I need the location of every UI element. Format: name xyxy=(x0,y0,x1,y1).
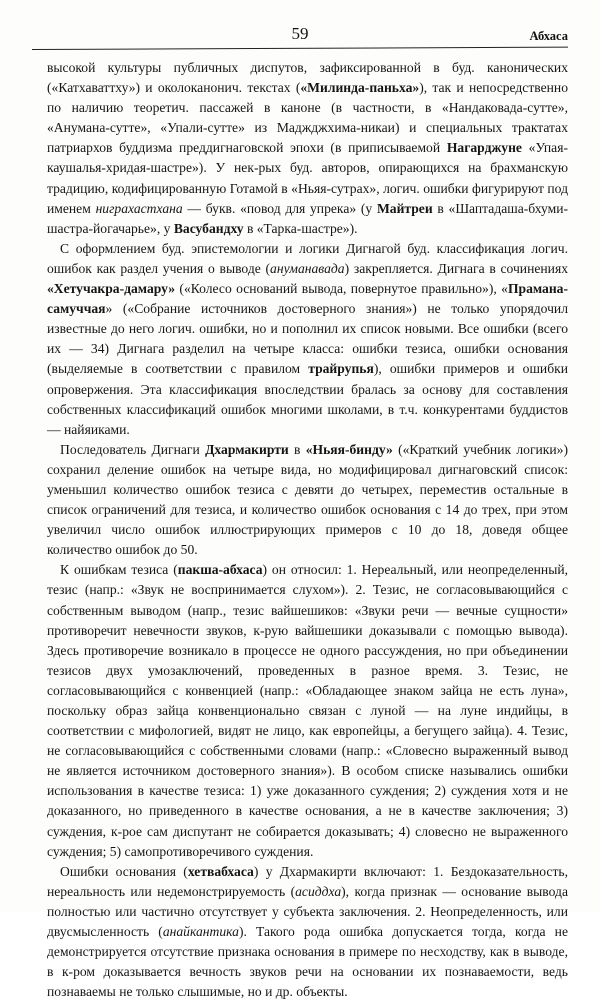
text-run: ), когда признак — основание вывода полностью или частично отсутствует у субъекта заключения. 2. Неопределенность, или двусмысленность ( xyxy=(47,883,568,940)
page-number: 59 xyxy=(291,24,309,43)
italic-term: ниграхастхана xyxy=(95,200,183,216)
paragraph-reason-errors xyxy=(47,862,568,1002)
bold-term: Васубандху xyxy=(173,220,244,236)
text-run: в xyxy=(288,441,306,457)
paragraph-dharmakirti-nyaya-bindu xyxy=(47,440,568,561)
text-run: ), так и непосредственно по наличию теоретич. пассажей в каноне (в частности, в «Нандаковада-сутте», «Анумана-сутте», «Упали-сутте» из Маджджхима-никаи) и специальных трактатах патриархов буддизма преддигнаговской эпохи (в приписываемой xyxy=(47,80,568,156)
italic-term: асиддха xyxy=(295,883,342,899)
paragraph-continuation xyxy=(47,58,568,239)
article-body xyxy=(47,58,568,1002)
bold-term: «Хетучакра-дамару» xyxy=(47,281,176,297)
text-run: в «Тарка-шастре»). xyxy=(243,220,358,236)
bold-term: Дхармакирти xyxy=(205,441,289,457)
bold-term: пакша-абхаса xyxy=(177,562,263,578)
bold-term: Прамана-самуччая xyxy=(47,281,568,317)
text-run: ), ошибки примеров и ошибки опровержения. Эта классификация впоследствии бралась за основу для составления собственных классификаций ошибок многими школами, в т.ч. конкурентами буддистов — найяиками. xyxy=(47,361,568,437)
text-run: высокой культуры публичных диспутов, зафиксированной в буд. канонических («Катхаваттху») и околоканонич. текстах ( xyxy=(47,60,568,96)
text-run: ) у Дхармакирти включают: 1. Бездоказательность, нереальность или недемонстрируемость ( xyxy=(47,863,568,899)
text-run: «Упая-каушалья-хридая-шастре»). У нек-рых буд. авторов, опирающихся на брахманскую традицию, кодифицированную Готамой в «Ньяя-сутрах», логич. ошибки фигурируют под именем xyxy=(47,140,568,216)
running-head xyxy=(32,0,568,52)
text-run: Последователь Дигнаги xyxy=(60,441,206,457)
text-run: Ошибки основания ( xyxy=(60,863,188,879)
text-run: («Краткий учебник логики») сохранил деление ошибок на четыре вида, но модифицировал дигнаговский список: уменьшил количество ошибок тезиса с девяти до четырех, переместив остальные в список ограничений для тезиса, и количество ошибок основания с 14 до трех, при этом увеличил число ошибок иллюстрирующих примеров с 10 до 18, доведя общее количество ошибок до 50. xyxy=(47,441,568,558)
text-run: («Колесо оснований вывода, повернутое правильно»), « xyxy=(175,281,508,297)
paragraph-dignaga-classification xyxy=(47,239,568,440)
bold-term: трайрупья xyxy=(308,361,374,377)
italic-term: ануманавада xyxy=(270,260,345,276)
header-rule-divider xyxy=(32,47,568,50)
bold-term: «Милинда-паньха» xyxy=(300,80,420,96)
bold-term: Нагарджуне xyxy=(446,140,522,156)
text-run: ) закрепляется. Дигнага в сочинениях xyxy=(344,260,568,276)
bold-term: Майтреи xyxy=(376,200,433,216)
text-run: С оформлением буд. эпистемологии и логики Дигнагой буд. классификация логич. ошибок как раздел учения о выводе ( xyxy=(47,240,568,276)
text-run: в «Шаптадаша-бхуми-шастра-йогачарье», у xyxy=(47,200,568,236)
text-run: — букв. «повод для упрека» (у xyxy=(182,200,377,216)
text-run: К ошибкам тезиса ( xyxy=(60,562,178,578)
running-head-entry-word: Абхаса xyxy=(529,29,568,43)
text-run: ) он относил: 1. Нереальный, или неопределенный, тезис (напр.: «Звук не воспринимается слухом»). 2. Тезис, не согласовывающийся с собственным выводом (напр., тезис вайшешиков: «Звуки речи — вечные сущности» противоречит невечности звуков, к-рую вайшешики доказывали с помощью вывода). Здесь противоречие возникало в процессе не одного рассуждения, но при объединении тезисов двух умозаключений, проведенных в разное время. 3. Тезис, не согласовывающийся с конвенцией (напр.: «Обладающее знаком зайца не есть луна», поскольку образ зайца конвенционально связан с луной — на луне индийцы, в соответствии с мифологией, видят не лицо, как европейцы, а бегущего зайца). 4. Тезис, не согласовывающийся с собственными словами (напр.: «Словесно выраженный вывод не является источником достоверного знания»). В особом списке назывались ошибки использования в качестве тезиса: 1) уже доказанного суждения; 2) суждения хотя и не доказанного, но приведенного в качестве основания, а не в качестве заключения; 3) суждения, к-рое сам диспутант не собирается доказывать; 4) словесно не выраженного суждения; 5) самопротиворечивого суждения. xyxy=(47,562,569,859)
bold-term: «Ньяя-бинду» xyxy=(305,441,393,457)
text-run: » («Собрание источников достоверного знания») не только упорядочил известные до него логич. ошибки, но и пополнил их список новыми. Все ошибки (всего их — 34) Дигнага разделил на четыре класса: ошибки тезиса, ошибки основания (выделяемые в соответствии с правилом xyxy=(47,301,568,377)
bold-term: хетвабхаса xyxy=(187,863,254,879)
text-run: ). Такого рода ошибка допускается тогда, когда не демонстрируется отсутствие признака основания в примере по несходству, как в выводе, в к-ром доказывается вечность звуков речи на основании их познаваемости, ведь познаваемы не только слышимые, но и др. объекты. xyxy=(47,924,568,1000)
italic-term: анайкантика xyxy=(162,924,239,940)
paragraph-thesis-errors xyxy=(47,560,568,861)
